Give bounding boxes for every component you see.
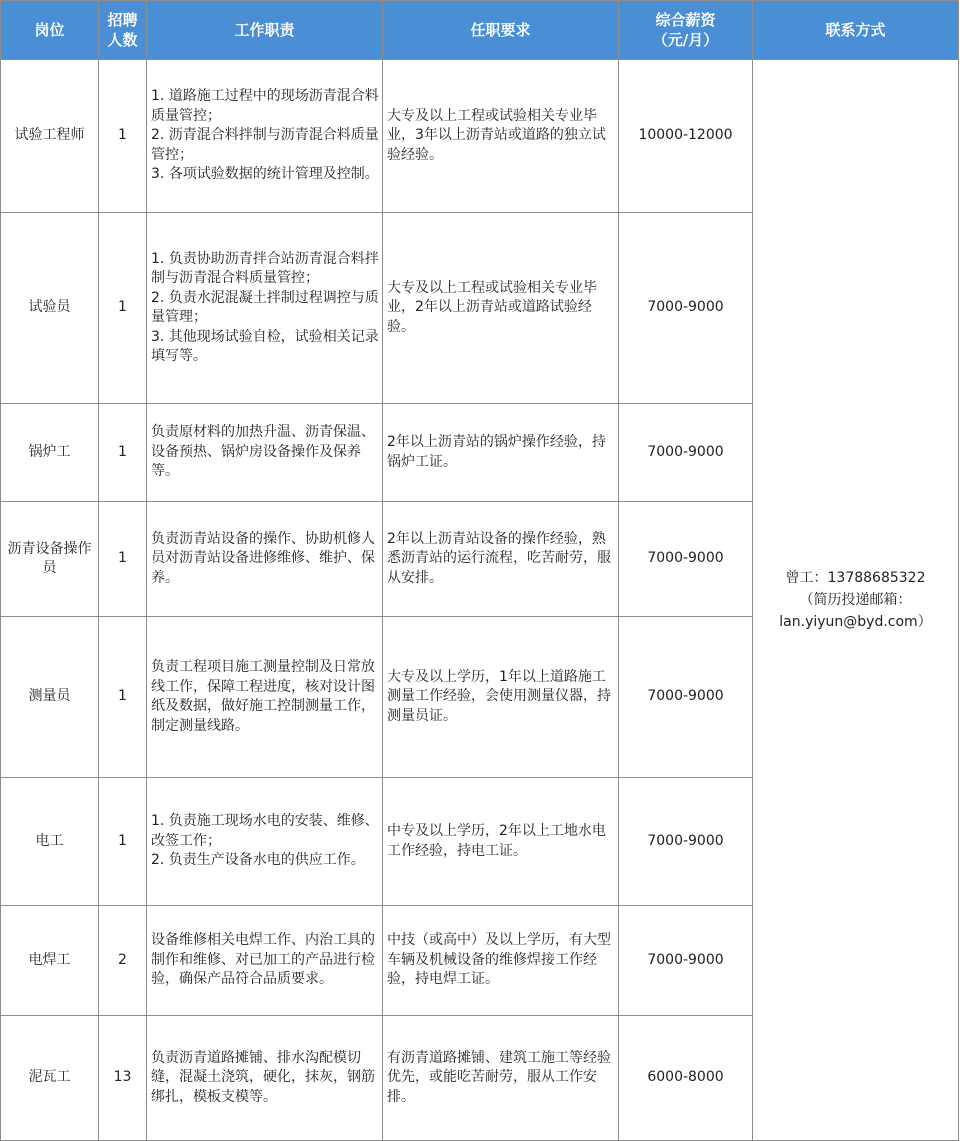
header-salary — [619, 1, 753, 60]
contact-cell — [753, 60, 959, 1141]
job-salary: 7000-9000 — [619, 778, 753, 906]
header-count-line1: 招聘 — [107, 11, 138, 29]
job-requirements: 中技（或高中）及以上学历，有大型车辆及机械设备的维修焊接工作经验，持电焊工证。 — [383, 906, 619, 1016]
job-position: 泥瓦工 — [1, 1016, 99, 1141]
header-row — [1, 1, 959, 60]
job-position: 试验员 — [1, 213, 99, 404]
job-requirements: 大专及以上学历，1年以上道路施工测量工作经验，会使用测量仪器，持测量员证。 — [383, 617, 619, 778]
job-count: 13 — [99, 1016, 147, 1141]
job-count: 1 — [99, 404, 147, 502]
header-salary-line1: 综合薪资 — [655, 11, 716, 29]
job-count: 1 — [99, 617, 147, 778]
job-duties: 负责沥青道路摊铺、排水沟配模切缝，混凝土浇筑，硬化，抹灰，钢筋绑扎，模板支模等。 — [147, 1016, 383, 1141]
job-duties: 1. 负责施工现场水电的安装、维修、改签工作； 2. 负责生产设备水电的供应工作。 — [147, 778, 383, 906]
job-duties: 设备维修相关电焊工作、内治工具的制作和维修、对已加工的产品进行检验，确保产品符合品质要求。 — [147, 906, 383, 1016]
job-salary: 7000-9000 — [619, 404, 753, 502]
job-row-test-engineer — [1, 60, 959, 213]
header-position: 岗位 — [1, 1, 99, 60]
contact-phone: 曾工：13788685322 — [785, 570, 926, 586]
job-requirements: 2年以上沥青站设备的操作经验，熟悉沥青站的运行流程，吃苦耐劳，服从安排。 — [383, 502, 619, 617]
job-requirements: 大专及以上工程或试验相关专业毕业，2年以上沥青站或道路试验经验。 — [383, 213, 619, 404]
job-requirements: 中专及以上学历，2年以上工地水电工作经验，持电工证。 — [383, 778, 619, 906]
job-salary: 7000-9000 — [619, 213, 753, 404]
header-contact: 联系方式 — [753, 1, 959, 60]
job-requirements: 有沥青道路摊铺、建筑工施工等经验优先，或能吃苦耐劳，服从工作安排。 — [383, 1016, 619, 1141]
job-duties: 负责原材料的加热升温、沥青保温、设备预热、锅炉房设备操作及保养等。 — [147, 404, 383, 502]
job-salary: 10000-12000 — [619, 60, 753, 213]
job-count: 1 — [99, 213, 147, 404]
job-count: 1 — [99, 778, 147, 906]
header-count-line2: 人数 — [107, 31, 138, 49]
job-salary: 7000-9000 — [619, 502, 753, 617]
job-duties: 负责工程项目施工测量控制及日常放线工作，保障工程进度，核对设计图纸及数据，做好施工控制测量工作，制定测量线路。 — [147, 617, 383, 778]
job-count: 2 — [99, 906, 147, 1016]
job-position: 电工 — [1, 778, 99, 906]
job-count: 1 — [99, 60, 147, 213]
job-position: 试验工程师 — [1, 60, 99, 213]
job-position: 锅炉工 — [1, 404, 99, 502]
job-position: 电焊工 — [1, 906, 99, 1016]
job-salary: 7000-9000 — [619, 906, 753, 1016]
job-duties: 1. 负责协助沥青拌合站沥青混合料拌制与沥青混合料质量管控； 2. 负责水泥混凝土拌制过程调控与质量管理； 3. 其他现场试验自检，试验相关记录填写等。 — [147, 213, 383, 404]
job-position: 沥青设备操作员 — [1, 502, 99, 617]
job-count: 1 — [99, 502, 147, 617]
contact-email-label: （简历投递邮箱： — [799, 592, 912, 608]
job-requirements: 2年以上沥青站的锅炉操作经验，持锅炉工证。 — [383, 404, 619, 502]
header-requirements: 任职要求 — [383, 1, 619, 60]
job-duties: 1. 道路施工过程中的现场沥青混合料质量管控； 2. 沥青混合料拌制与沥青混合料质量管控； 3. 各项试验数据的统计管理及控制。 — [147, 60, 383, 213]
job-salary: 7000-9000 — [619, 617, 753, 778]
contact-email: lan.yiyun@byd.com） — [779, 614, 932, 630]
header-duties: 工作职责 — [147, 1, 383, 60]
header-salary-line2: （元/月） — [652, 31, 719, 49]
job-salary: 6000-8000 — [619, 1016, 753, 1141]
header-count — [99, 1, 147, 60]
job-duties: 负责沥青站设备的操作、协助机修人员对沥青站设备进修维修、维护、保养。 — [147, 502, 383, 617]
job-requirements: 大专及以上工程或试验相关专业毕业，3年以上沥青站或道路的独立试验经验。 — [383, 60, 619, 213]
job-position: 测量员 — [1, 617, 99, 778]
